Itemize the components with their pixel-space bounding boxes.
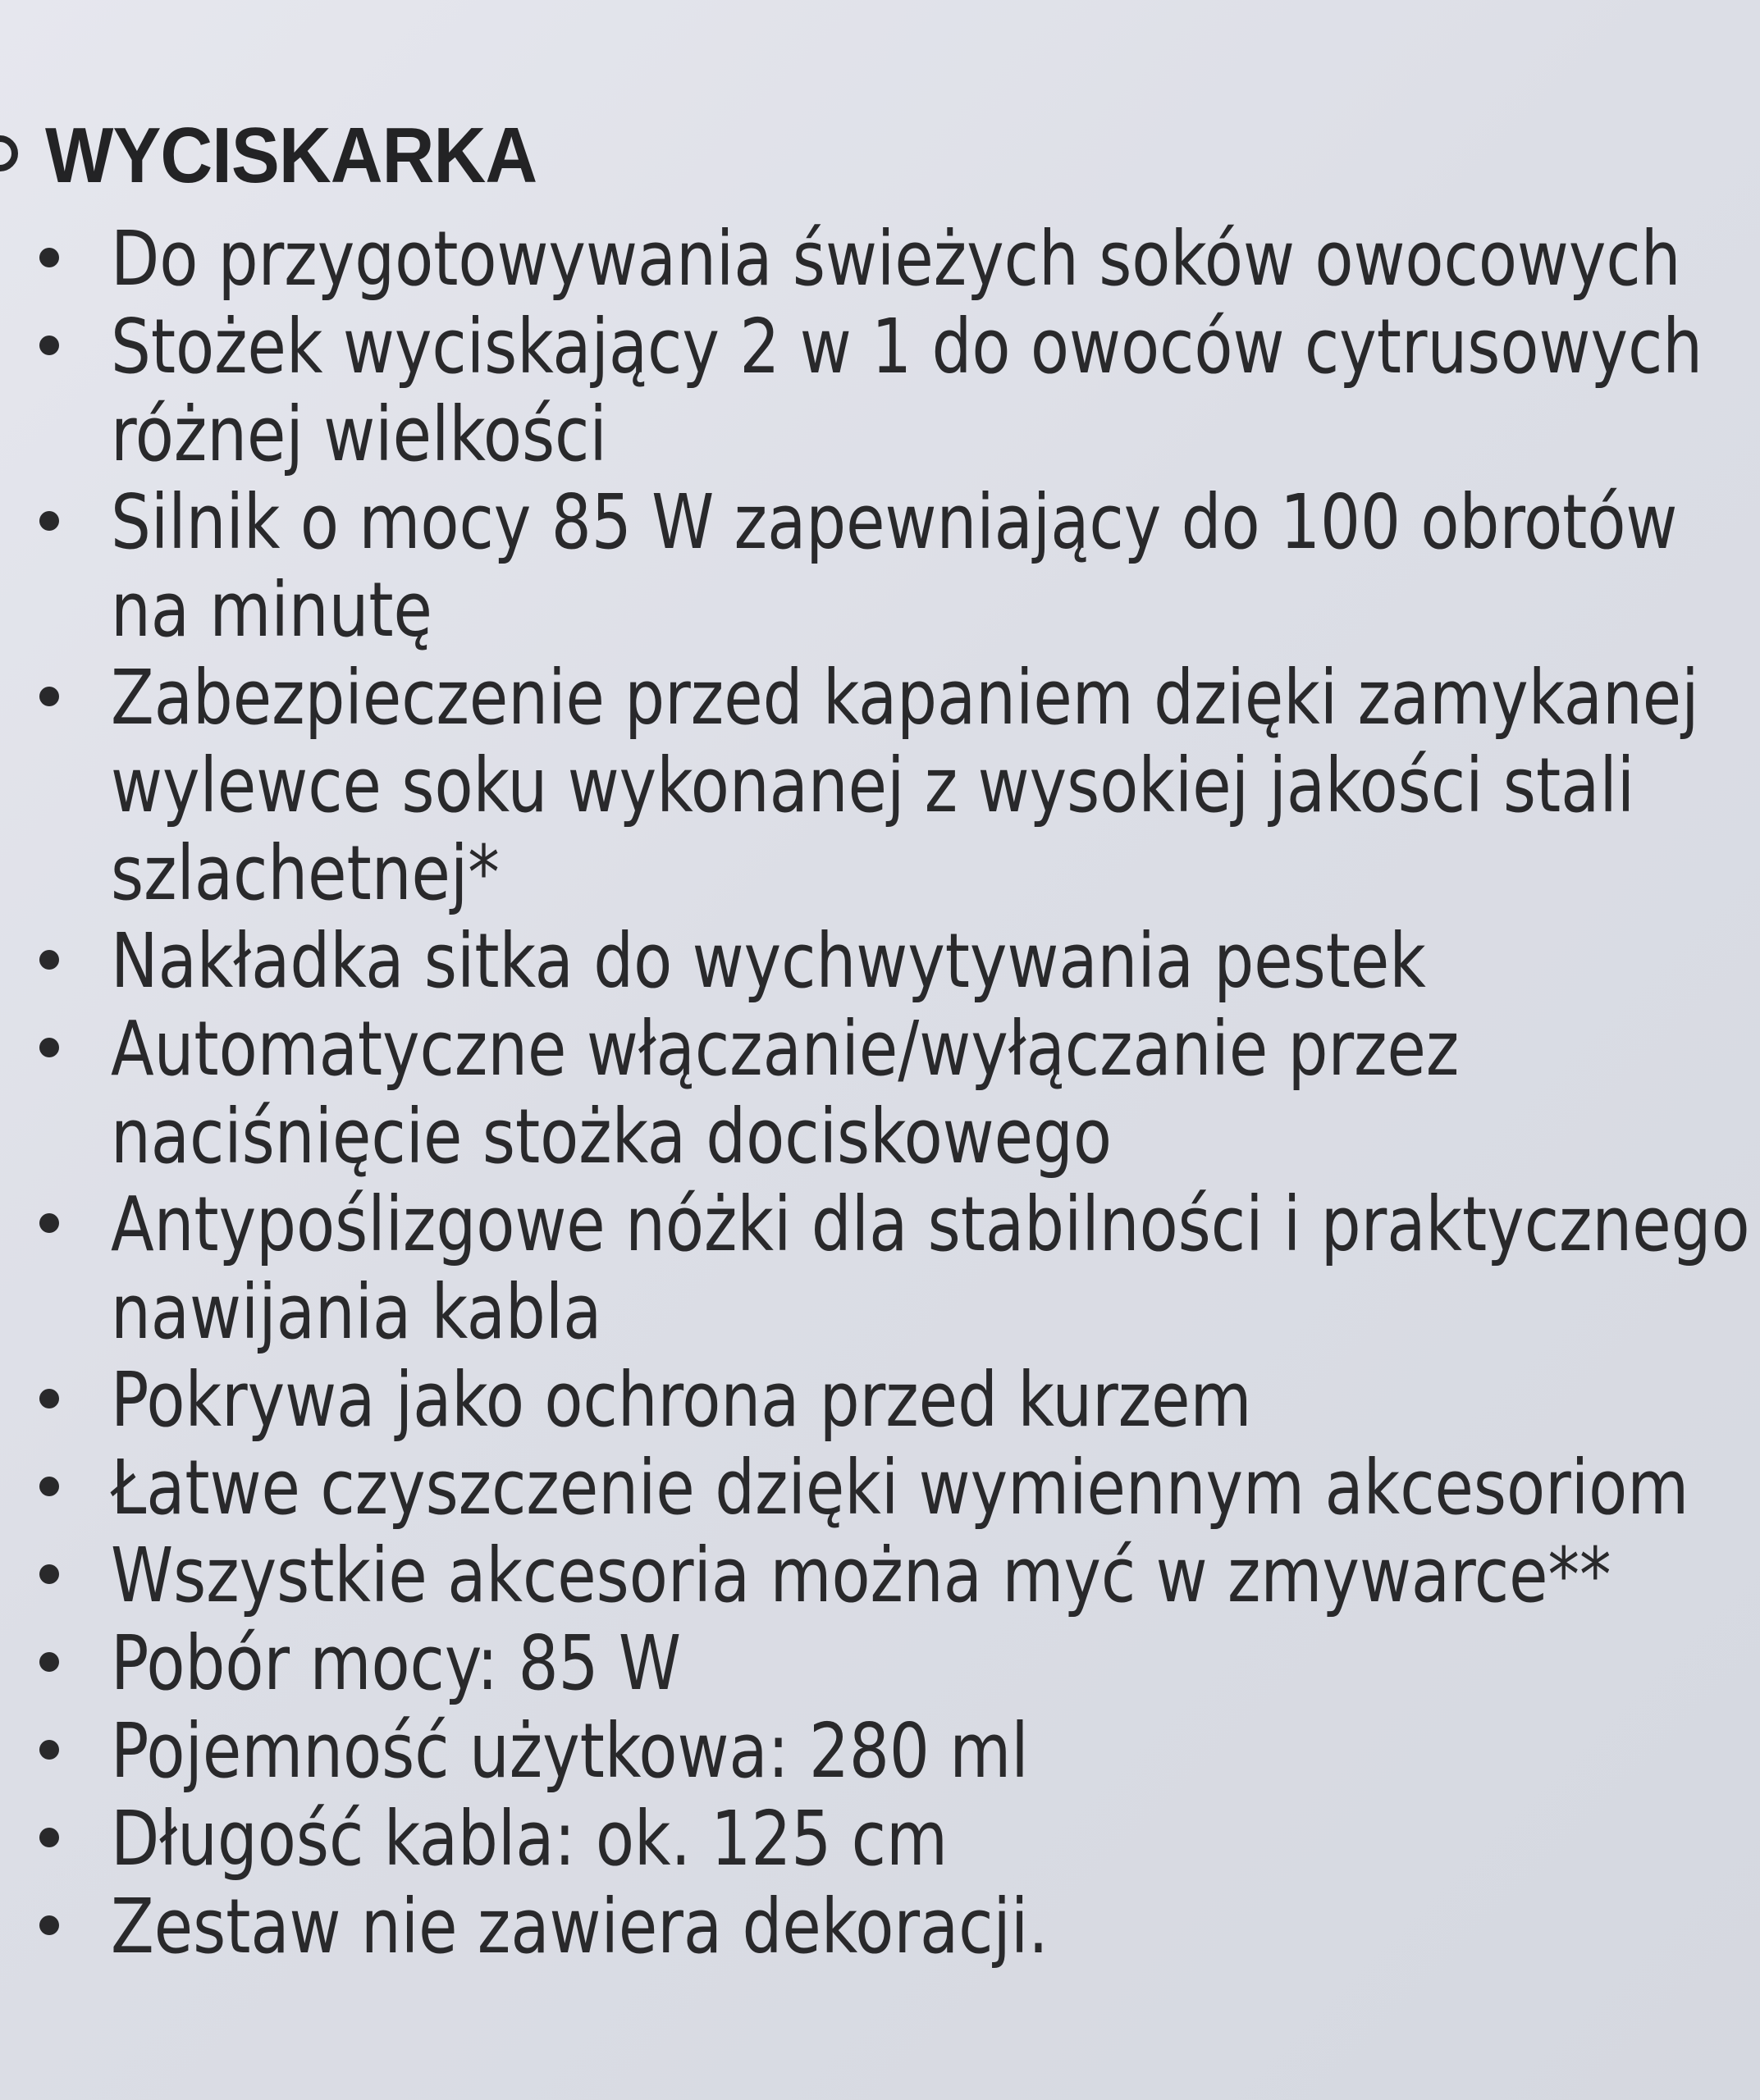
feature-item — [0, 1532, 1670, 1619]
bullet-icon — [39, 1652, 59, 1672]
circle-marker-icon — [0, 135, 18, 171]
feature-item — [0, 917, 1670, 1005]
bullet-icon — [39, 1564, 59, 1584]
bullet-icon — [39, 511, 59, 531]
feature-text: Wszystkie akcesoria można myć w zmywarce** — [111, 1532, 1611, 1619]
feature-item — [0, 1444, 1689, 1532]
feature-list — [0, 215, 1760, 1970]
feature-text: na minutę — [111, 566, 432, 654]
feature-item — [0, 654, 1699, 917]
feature-item — [0, 215, 1681, 303]
bullet-icon — [39, 950, 59, 970]
feature-item — [0, 1619, 1670, 1707]
feature-text: wylewce soku wykonanej z wysokiej jakości stali — [111, 742, 1635, 829]
bullet-icon — [39, 1915, 59, 1935]
section-title: WYCISKARKA — [45, 112, 537, 199]
feature-item — [0, 1005, 1670, 1180]
feature-text: Długość kabla: ok. 125 cm — [111, 1795, 949, 1883]
feature-text: szlachetnej* — [111, 829, 500, 917]
feature-text: Pojemność użytkowa: 280 ml — [111, 1707, 1029, 1795]
bullet-icon — [39, 687, 59, 706]
bullet-icon — [39, 336, 59, 355]
feature-text: Automatyczne włączanie/wyłączanie przez — [111, 1005, 1460, 1093]
feature-text: Nakładka sitka do wychwytywania pestek — [111, 917, 1426, 1005]
feature-item — [0, 1356, 1670, 1444]
feature-text: Zestaw nie zawiera dekoracji. — [111, 1883, 1049, 1970]
feature-item — [0, 1883, 1670, 1970]
bullet-icon — [39, 1038, 59, 1057]
feature-text: Do przygotowywania świeżych soków owocowych — [111, 215, 1681, 303]
bullet-icon — [39, 1477, 59, 1496]
feature-text: Pokrywa jako ochrona przed kurzem — [111, 1356, 1252, 1444]
feature-item — [0, 1795, 1670, 1883]
feature-item — [0, 1707, 1670, 1795]
feature-item — [0, 303, 1703, 478]
feature-item — [0, 478, 1678, 654]
bullet-icon — [39, 248, 59, 267]
feature-text: nawijania kabla — [111, 1268, 602, 1356]
feature-text: Łatwe czyszczenie dzięki wymiennym akcesoriom — [111, 1444, 1689, 1532]
feature-text: różnej wielkości — [111, 390, 607, 478]
bullet-icon — [39, 1740, 59, 1760]
feature-text: Zabezpieczenie przed kapaniem dzięki zamykanej — [111, 654, 1699, 742]
bullet-icon — [39, 1389, 59, 1408]
feature-text: Silnik o mocy 85 W zapewniający do 100 obrotów — [111, 478, 1678, 566]
feature-text: Stożek wyciskający 2 w 1 do owoców cytrusowych — [111, 303, 1703, 390]
bullet-icon — [39, 1213, 59, 1233]
feature-text: Pobór mocy: 85 W — [111, 1619, 682, 1707]
feature-item — [0, 1180, 1750, 1356]
bullet-icon — [39, 1828, 59, 1847]
feature-text: naciśnięcie stożka dociskowego — [111, 1093, 1112, 1180]
feature-text: Antypoślizgowe nóżki dla stabilności i praktycznego — [111, 1180, 1750, 1268]
